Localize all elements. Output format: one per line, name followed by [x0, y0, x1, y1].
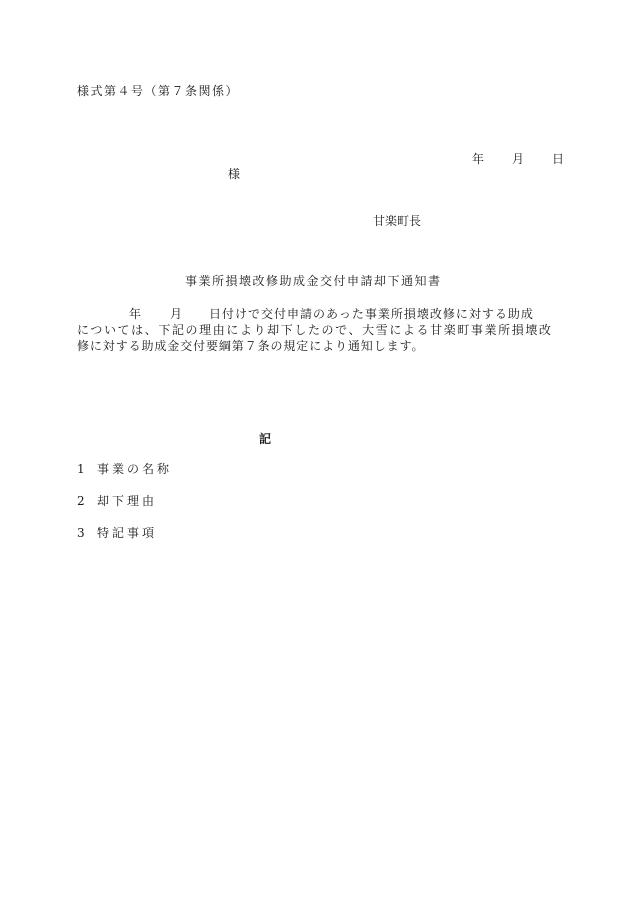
body-month-label: 月 — [170, 307, 184, 321]
body-line-3: 修に対する助成金交付要綱第７条の規定により通知します。 — [77, 339, 425, 353]
body-line-2: については、下記の理由により却下したので、大雪による甘楽町事業所損壊改 — [77, 323, 553, 337]
body-paragraph — [77, 306, 557, 354]
addressee-suffix: 様 — [228, 167, 241, 181]
list-item-label: 事業の名称 — [97, 462, 173, 476]
record-heading: 記 — [259, 432, 272, 446]
list-item-number: 1 — [77, 462, 85, 476]
body-year-label: 年 — [129, 307, 143, 321]
document-title: 事業所損壊改修助成金交付申請却下通知書 — [185, 274, 442, 288]
issuer-name: 甘楽町長 — [373, 214, 422, 228]
form-number: 様式第４号（第７条関係） — [77, 84, 240, 98]
list-item-label: 却下理由 — [97, 494, 158, 508]
date-day-label: 日 — [552, 152, 565, 166]
list-item — [77, 526, 157, 540]
body-line-1-text: 日付けで交付申請のあった事業所損壊改修に対する助成 — [209, 307, 534, 321]
list-item-label: 特記事項 — [97, 526, 158, 540]
date-year-label: 年 — [472, 152, 485, 166]
list-item-number: 3 — [77, 526, 85, 540]
date-line — [472, 152, 564, 166]
body-line-1 — [77, 306, 557, 322]
list-item — [77, 462, 172, 476]
date-month-label: 月 — [512, 152, 525, 166]
list-item-number: 2 — [77, 494, 85, 508]
list-item — [77, 494, 157, 508]
